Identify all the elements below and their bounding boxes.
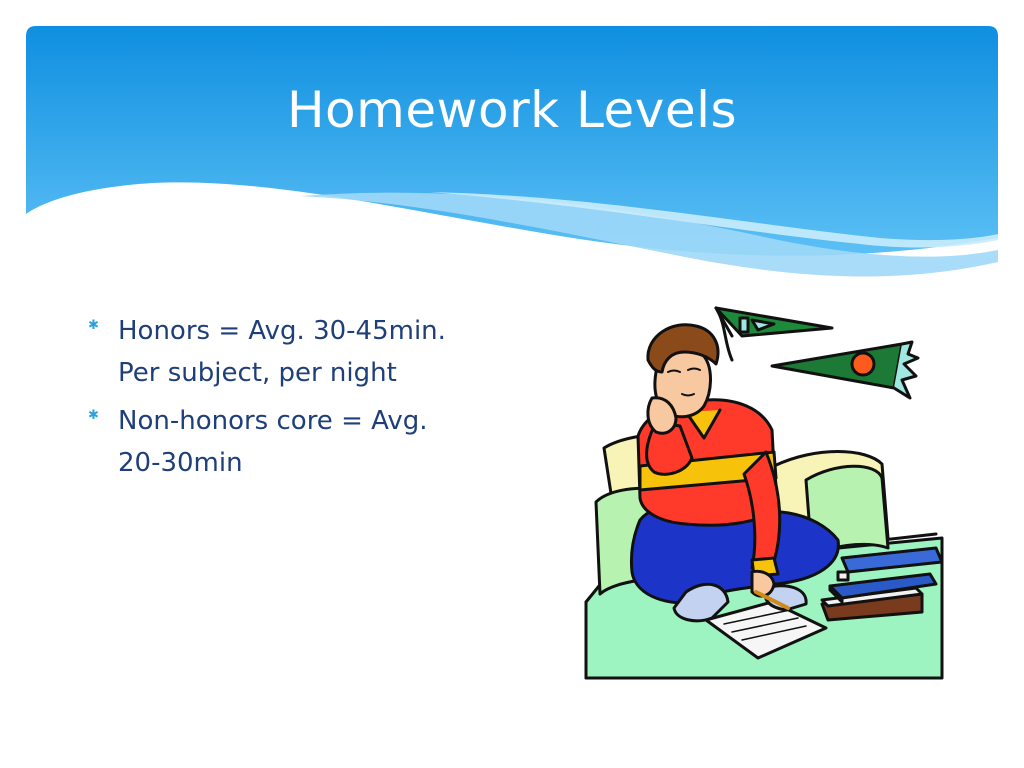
slide-title: Homework Levels	[286, 81, 738, 139]
asterisk-bullet-icon: ✱	[88, 318, 99, 333]
bullet-list	[88, 310, 508, 490]
bullet-text-line: Per subject, per night	[118, 358, 397, 388]
student-studying-clipart	[576, 302, 948, 682]
bullet-item	[88, 310, 508, 394]
bullet-text-line: Honors = Avg. 30-45min.	[118, 316, 446, 346]
asterisk-bullet-icon: ✱	[88, 408, 99, 423]
bullet-text-line: Non-honors core = Avg.	[118, 406, 428, 436]
pennant-left	[716, 308, 832, 360]
pennant-right	[772, 342, 918, 398]
header-wave-background	[0, 0, 1024, 300]
bullet-item	[88, 400, 508, 484]
bullet-text-line: 20-30min	[118, 448, 243, 478]
